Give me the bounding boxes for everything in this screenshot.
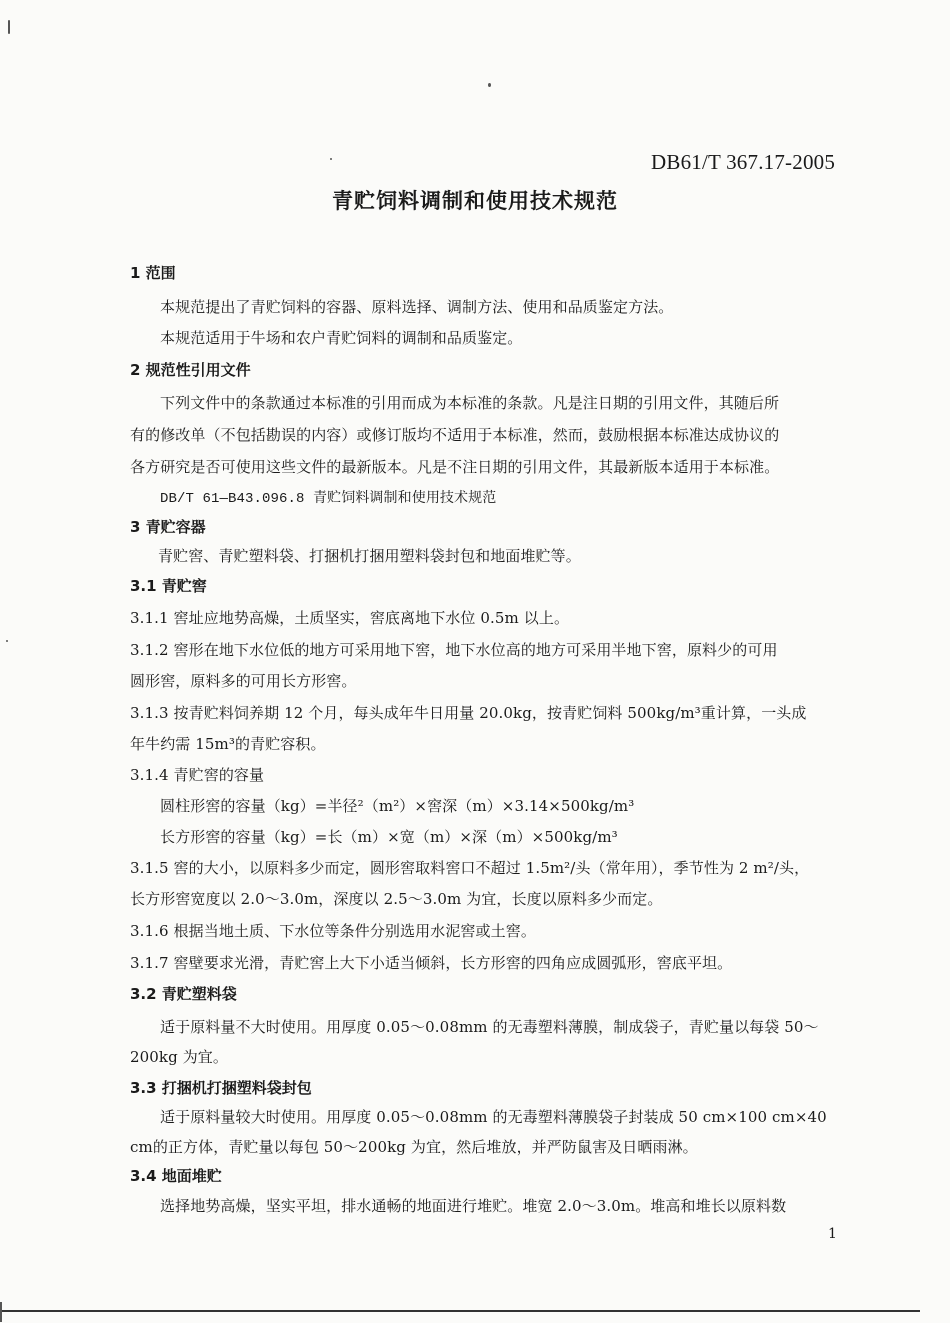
section-3-4-heading: 3.4 地面堆贮 [130, 1167, 222, 1185]
clause-3-1-2-line: 圆形窖，原料多的可用长方形窖。 [130, 672, 357, 690]
clause-3-1-4: 3.1.4 青贮窖的容量 [130, 766, 265, 784]
section-3-1-heading: 3.1 青贮窖 [130, 577, 207, 595]
scan-bottom-edge [0, 1302, 2, 1322]
scan-speck [6, 640, 8, 642]
section-3-2-heading: 3.2 青贮塑料袋 [130, 985, 237, 1003]
scan-speck [488, 83, 491, 87]
document-code: DB61/T 367.17-2005 [651, 150, 836, 174]
page-title: 青贮饲料调制和使用技术规范 [332, 189, 618, 213]
section-2-paragraph-line: 各方研究是否可使用这些文件的最新版本。凡是不注日期的引用文件，其最新版本适用于本标准。 [130, 458, 780, 476]
clause-3-1-3-line: 年牛约需 15m³的青贮容积。 [130, 735, 326, 753]
section-1-paragraph: 本规范适用于牛场和农户青贮饲料的调制和品质鉴定。 [160, 329, 523, 347]
scan-speck [330, 158, 332, 160]
clause-3-1-1: 3.1.1 窖址应地势高燥，土质坚实，窖底离地下水位 0.5m 以上。 [130, 609, 570, 627]
section-3-4-paragraph-line: 选择地势高燥，坚实平坦，排水通畅的地面进行堆贮。堆宽 2.0～3.0m。堆高和堆长以原料数 [160, 1197, 787, 1215]
section-1-heading: 1 范围 [130, 264, 176, 282]
section-3-3-heading: 3.3 打捆机打捆塑料袋封包 [130, 1079, 312, 1097]
section-2-paragraph-line: 有的修改单（不包括勘误的内容）或修订版均不适用于本标准，然而，鼓励根据本标准达成协议的 [130, 426, 780, 444]
section-1-paragraph: 本规范提出了青贮饲料的容器、原料选择、调制方法、使用和品质鉴定方法。 [160, 298, 674, 316]
scan-bottom-rule [0, 1310, 920, 1312]
section-3-paragraph: 青贮窖、青贮塑料袋、打捆机打捆用塑料袋封包和地面堆贮等。 [158, 547, 581, 565]
section-2-paragraph-line: 下列文件中的条款通过本标准的引用而成为本标准的条款。凡是注日期的引用文件，其随后所 [160, 394, 780, 412]
section-3-heading: 3 青贮容器 [130, 518, 206, 536]
clause-3-1-7: 3.1.7 窖壁要求光滑，青贮窖上大下小适当倾斜，长方形窖的四角应成圆弧形，窖底平坦。 [130, 954, 733, 972]
clause-3-1-6: 3.1.6 根据当地土质、下水位等条件分别选用水泥窖或土窖。 [130, 922, 536, 940]
section-2-heading: 2 规范性引用文件 [130, 361, 251, 379]
clause-3-1-5-line: 3.1.5 窖的大小，以原料多少而定，圆形窖取料窖口不超过 1.5m²/头（常年用），季节性为 2 m²/头， [130, 859, 810, 877]
normative-reference: DB/T 61—B43.096.8 青贮饲料调制和使用技术规范 [160, 491, 497, 507]
clause-3-1-3-line: 3.1.3 按青贮料饲养期 12 个月，每头成年牛日用量 20.0kg，按青贮饲料 500kg/m³重计算，一头成 [130, 704, 807, 722]
section-3-2-paragraph-line: 200kg 为宜。 [130, 1048, 228, 1066]
formula-rectangular-capacity: 长方形窖的容量（kg）=长（m）×宽（m）×深（m）×500kg/m³ [160, 828, 618, 846]
clause-3-1-5-line: 长方形窖宽度以 2.0～3.0m，深度以 2.5～3.0m 为宜，长度以原料多少而定。 [130, 890, 663, 908]
scan-edge-mark [8, 20, 10, 34]
section-3-3-paragraph-line: cm的正方体，青贮量以每包 50～200kg 为宜，然后堆放，并严防鼠害及日晒雨淋。 [130, 1138, 698, 1156]
section-3-2-paragraph-line: 适于原料量不大时使用。用厚度 0.05～0.08mm 的无毒塑料薄膜，制成袋子，青贮量以每袋 50～ [160, 1018, 819, 1036]
clause-3-1-2-line: 3.1.2 窖形在地下水位低的地方可采用地下窖，地下水位高的地方可采用半地下窖，原料少的可用 [130, 641, 778, 659]
page-number: 1 [828, 1226, 837, 1242]
formula-cylinder-capacity: 圆柱形窖的容量（kg）=半径²（m²）×窖深（m）×3.14×500kg/m³ [160, 797, 635, 815]
section-3-3-paragraph-line: 适于原料量较大时使用。用厚度 0.05～0.08mm 的无毒塑料薄膜袋子封装成 50 cm×100 cm×40 [160, 1108, 827, 1126]
